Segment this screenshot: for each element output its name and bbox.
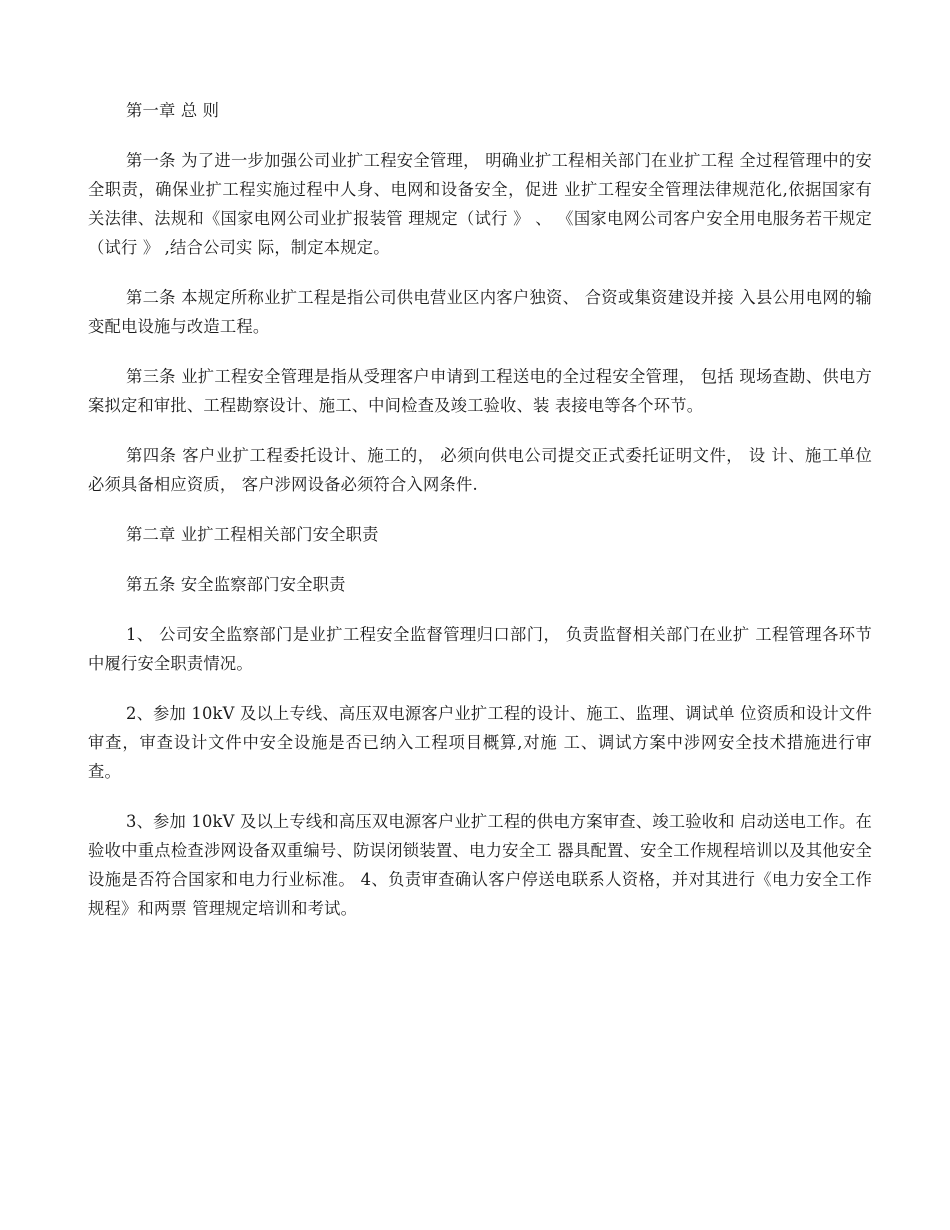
document-page [88, 96, 872, 944]
article-2: 第二条 本规定所称业扩工程是指公司供电营业区内客户独资、 合资或集资建设并接 入县公用电网的输变配电设施与改造工程。 [88, 288, 872, 336]
article-5-item-3-4: 3、参加 10kV 及以上专线和高压双电源客户业扩工程的供电方案审查、竣工验收和 启动送电工作。在验收中重点检查涉网设备双重编号、防误闭锁装置、电力安全工 器具配置、安全工作规程培训以及其他安全设施是否符合国家和电力行业标准。 4、负责审查确认客户停送电联系人资格，并对其进行《电力安全工作规程》和两票 管理规定培训和考试。 [88, 812, 872, 918]
chapter-2-heading: 第二章 业扩工程相关部门安全职责 [126, 525, 379, 544]
chapter-1-heading: 第一章 总 则 [126, 101, 220, 120]
article-5-item-1: 1、 公司安全监察部门是业扩工程安全监督管理归口部门， 负责监督相关部门在业扩 工程管理各环节中履行安全职责情况。 [88, 625, 872, 673]
article-5-item-2: 2、参加 10kV 及以上专线、高压双电源客户业扩工程的设计、施工、监理、调试单 位资质和设计文件审查，审查设计文件中安全设施是否已纳入工程项目概算,对施 工、调试方案中涉网安全技术措施进行审查。 [88, 704, 872, 781]
article-4: 第四条 客户业扩工程委托设计、施工的， 必须向供电公司提交正式委托证明文件， 设 计、施工单位必须具备相应资质， 客户涉网设备必须符合入网条件. [88, 446, 872, 494]
article-1: 第一条 为了进一步加强公司业扩工程安全管理， 明确业扩工程相关部门在业扩工程 全过程管理中的安全职责，确保业扩工程实施过程中人身、电网和设备安全，促进 业扩工程安全管理法律规范化,依据国家有关法律、法规和《国家电网公司业扩报装管 理规定（试行 》 、 《国家电网公司客户安全用电服务若干规定（试行 》 ,结合公司实 际，制定本规定。 [88, 151, 872, 257]
article-3: 第三条 业扩工程安全管理是指从受理客户申请到工程送电的全过程安全管理， 包括 现场查勘、供电方案拟定和审批、工程勘察设计、施工、中间检查及竣工验收、装 表接电等各个环节。 [88, 367, 872, 415]
article-5-title: 第五条 安全监察部门安全职责 [126, 575, 346, 594]
